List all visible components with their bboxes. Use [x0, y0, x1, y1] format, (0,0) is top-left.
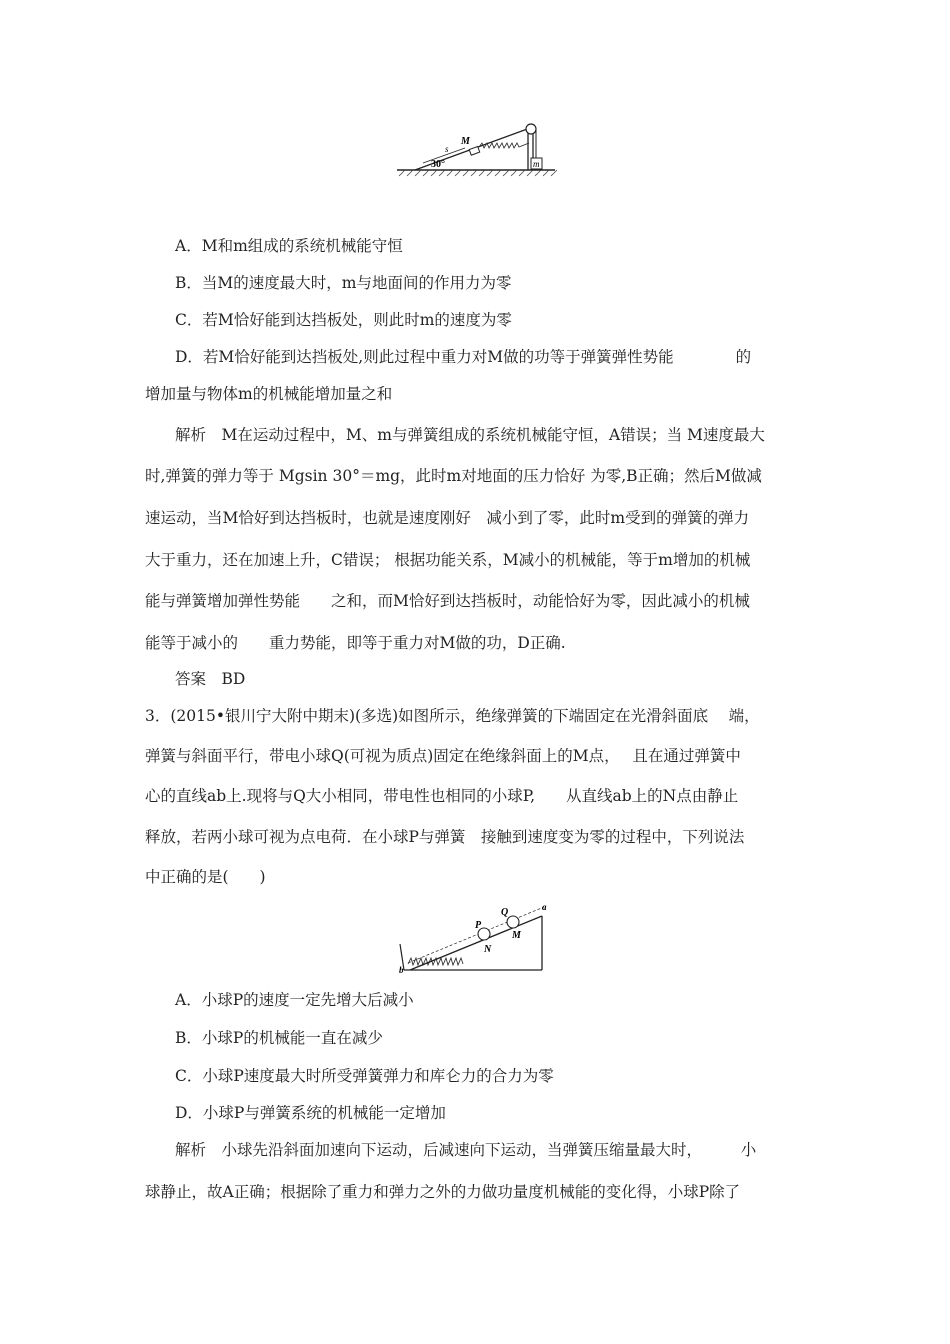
q3-option-b: B．小球P的机械能一直在减少 — [175, 1029, 383, 1047]
figure-incline-charged-balls — [396, 902, 556, 974]
label-a: a — [542, 902, 547, 912]
q3-stem-line: 心的直线ab上.现将与Q大小相同，带电性也相同的小球P, 从直线ab上的N点由静止 — [145, 787, 739, 805]
q3-stem-line: 弹簧与斜面平行，带电小球Q(可视为质点)固定在绝缘斜面上的M点， 且在通过弹簧中 — [145, 747, 741, 765]
q3-option-d: D．小球P与弹簧系统的机械能一定增加 — [175, 1104, 446, 1122]
q2-option-c: C．若M恰好能到达挡板处，则此时m的速度为零 — [175, 311, 512, 329]
label-P: P — [475, 920, 482, 931]
q3-analysis-line: 球静止，故A正确；根据除了重力和弹力之外的力做功量度机械能的变化得，小球P除了 — [145, 1183, 741, 1201]
q2-option-d-continued: 增加量与物体m的机械能增加量之和 — [145, 385, 393, 403]
q2-analysis-line: 能与弹簧增加弹性势能 之和，而M恰好到达挡板时，动能恰好为零，因此减小的机械 — [145, 592, 750, 610]
q2-option-a: A．M和m组成的系统机械能守恒 — [175, 237, 403, 255]
q3-stem-line: 释放，若两小球可视为点电荷．在小球P与弹簧 接触到速度变为零的过程中，下列说法 — [145, 828, 745, 846]
q2-option-b: B．当M的速度最大时，m与地面间的作用力为零 — [175, 274, 512, 292]
q2-answer: 答案 BD — [175, 670, 246, 688]
q3-stem-line: 3．(2015•银川宁大附中期末)(多选)如图所示，绝缘弹簧的下端固定在光滑斜面底 端， — [145, 707, 760, 725]
q2-analysis-line: 大于重力，还在加速上升，C错误； 根据功能关系，M减小的机械能，等于m增加的机械 — [145, 551, 751, 569]
q2-analysis-line: 时,弹簧的弹力等于 Mgsin 30°＝mg，此时m对地面的压力恰好 为零,B正确；然后M做减 — [145, 467, 762, 485]
label-M: M — [512, 930, 521, 941]
label-s: s — [445, 144, 449, 154]
label-b: b — [399, 965, 404, 974]
q2-analysis-line: 能等于减小的 重力势能，即等于重力对M做的功，D正确. — [145, 634, 566, 652]
q2-option-d: D．若M恰好能到达挡板处,则此过程中重力对M做的功等于弹簧弹性势能 的 — [175, 348, 752, 366]
q2-analysis-line: 解析 M在运动过程中，M、m与弹簧组成的系统机械能守恒，A错误；当 M速度最大 — [175, 426, 765, 444]
label-m: m — [533, 159, 540, 169]
q3-analysis-line: 解析 小球先沿斜面加速向下运动，后减速向下运动，当弹簧压缩量最大时， 小 — [175, 1141, 757, 1159]
figure-incline-spring-pulley — [395, 118, 560, 180]
label-angle: 30° — [431, 159, 445, 170]
label-N: N — [484, 944, 492, 955]
q3-option-c: C．小球P速度最大时所受弹簧弹力和库仑力的合力为零 — [175, 1067, 554, 1085]
label-M: M — [461, 136, 470, 147]
label-Q: Q — [501, 907, 509, 918]
q3-stem-line: 中正确的是( ) — [145, 868, 266, 886]
q2-analysis-line: 速运动，当M恰好到达挡板时，也就是速度刚好 减小到了零，此时m受到的弹簧的弹力 — [145, 509, 750, 527]
q3-option-a: A．小球P的速度一定先增大后减小 — [175, 991, 414, 1009]
